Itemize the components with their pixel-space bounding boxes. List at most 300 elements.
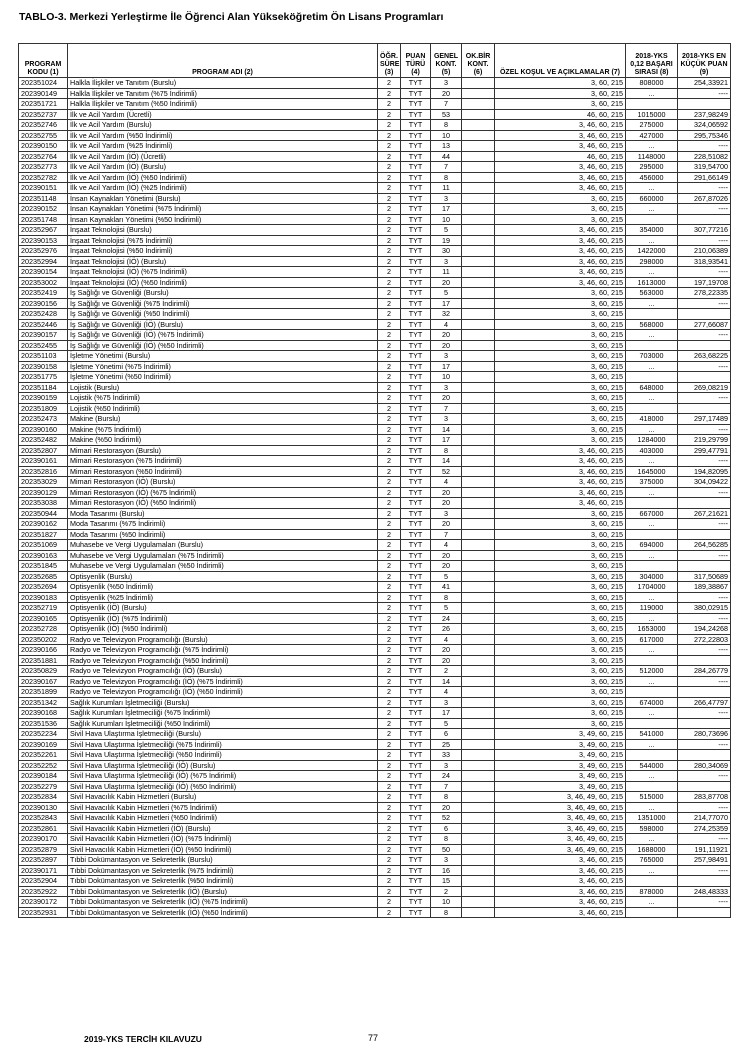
cell-success-rank: 418000 [626,414,678,425]
cell-top-student-quota [462,393,495,404]
cell-success-rank: 119000 [626,603,678,614]
table-row [19,267,731,278]
cell-score-type: TYT [401,687,431,698]
cell-top-student-quota [462,813,495,824]
cell-general-quota: 20 [431,645,462,656]
table-row [19,403,731,414]
cell-program-code: 202351024 [19,78,68,89]
cell-general-quota: 20 [431,340,462,351]
cell-general-quota: 8 [431,834,462,845]
cell-program-code: 202351899 [19,687,68,698]
cell-program-code: 202352967 [19,225,68,236]
cell-top-student-quota [462,403,495,414]
cell-program-name: Tıbbi Dokümantasyon ve Sekreterlik (İÖ) (Burslu) [68,886,378,897]
cell-score-type: TYT [401,414,431,425]
cell-general-quota: 30 [431,246,462,257]
cell-general-quota: 10 [431,130,462,141]
cell-general-quota: 20 [431,519,462,530]
cell-min-score: 266,47797 [678,697,731,708]
table-row [19,718,731,729]
cell-duration: 2 [378,477,401,488]
cell-program-name: Halkla İlişkiler ve Tanıtım (%75 İndirimli) [68,88,378,99]
cell-score-type: TYT [401,193,431,204]
cell-duration: 2 [378,498,401,509]
cell-top-student-quota [462,88,495,99]
cell-success-rank: 667000 [626,508,678,519]
cell-special-conditions: 3, 60, 215 [495,666,626,677]
cell-program-code: 202351748 [19,214,68,225]
cell-duration: 2 [378,256,401,267]
cell-program-name: Muhasebe ve Vergi Uygulamaları (%50 İndirimli) [68,561,378,572]
cell-score-type: TYT [401,288,431,299]
cell-program-code: 202351103 [19,351,68,362]
cell-program-name: Mimari Restorasyon (%75 İndirimli) [68,456,378,467]
cell-general-quota: 24 [431,771,462,782]
table-row [19,781,731,792]
cell-special-conditions: 3, 46, 60, 215 [495,235,626,246]
cell-general-quota: 52 [431,813,462,824]
table-row [19,771,731,782]
cell-score-type: TYT [401,739,431,750]
cell-top-student-quota [462,309,495,320]
cell-min-score: 191,11921 [678,844,731,855]
table-row [19,613,731,624]
cell-top-student-quota [462,687,495,698]
cell-program-name: Optisyenlik (%50 İndirimli) [68,582,378,593]
page-number: 77 [368,1033,379,1043]
cell-special-conditions: 3, 46, 60, 215 [495,865,626,876]
cell-score-type: TYT [401,214,431,225]
cell-top-student-quota [462,886,495,897]
cell-program-code: 202351342 [19,697,68,708]
cell-top-student-quota [462,655,495,666]
cell-score-type: TYT [401,876,431,887]
cell-top-student-quota [462,792,495,803]
cell-program-name: Radyo ve Televizyon Programcılığı (%75 İndirimli) [68,645,378,656]
table-row [19,508,731,519]
cell-special-conditions: 3, 60, 215 [495,361,626,372]
cell-special-conditions: 3, 46, 60, 215 [495,907,626,918]
cell-success-rank: ... [626,141,678,152]
cell-score-type: TYT [401,634,431,645]
cell-score-type: TYT [401,550,431,561]
cell-min-score: 267,87026 [678,193,731,204]
cell-min-score: 319,54700 [678,162,731,173]
cell-general-quota: 5 [431,718,462,729]
cell-program-name: Sağlık Kurumları İşletmeciliği (Burslu) [68,697,378,708]
cell-program-code: 202390162 [19,519,68,530]
cell-duration: 2 [378,151,401,162]
cell-general-quota: 8 [431,445,462,456]
cell-score-type: TYT [401,655,431,666]
header-duration: ÖĞR. SÜRE (3) [378,44,401,78]
cell-duration: 2 [378,550,401,561]
cell-general-quota: 14 [431,424,462,435]
cell-score-type: TYT [401,771,431,782]
cell-top-student-quota [462,697,495,708]
cell-program-code: 202352834 [19,792,68,803]
cell-general-quota: 8 [431,792,462,803]
cell-min-score: 318,93541 [678,256,731,267]
cell-success-rank: ... [626,592,678,603]
cell-top-student-quota [462,256,495,267]
cell-min-score: ---- [678,183,731,194]
cell-program-name: Tıbbi Dokümantasyon ve Sekreterlik (Burslu) [68,855,378,866]
cell-duration: 2 [378,330,401,341]
cell-program-code: 202352746 [19,120,68,131]
cell-min-score: 284,26779 [678,666,731,677]
cell-min-score: ---- [678,267,731,278]
cell-min-score: ---- [678,456,731,467]
cell-program-name: Radyo ve Televizyon Programcılığı (İÖ) (%50 İndirimli) [68,687,378,698]
cell-min-score: 254,33921 [678,78,731,89]
cell-success-rank: ... [626,676,678,687]
cell-program-code: 202390184 [19,771,68,782]
cell-duration: 2 [378,771,401,782]
cell-min-score: 264,56285 [678,540,731,551]
cell-program-code: 202352446 [19,319,68,330]
cell-success-rank: ... [626,739,678,750]
cell-duration: 2 [378,456,401,467]
cell-top-student-quota [462,571,495,582]
cell-program-code: 202352807 [19,445,68,456]
table-row [19,813,731,824]
cell-duration: 2 [378,907,401,918]
cell-special-conditions: 3, 60, 215 [495,99,626,110]
cell-top-student-quota [462,540,495,551]
cell-special-conditions: 3, 46, 60, 215 [495,246,626,257]
table-row [19,792,731,803]
cell-top-student-quota [462,382,495,393]
cell-success-rank: 1284000 [626,435,678,446]
cell-duration: 2 [378,246,401,257]
table-row [19,571,731,582]
table-row [19,529,731,540]
cell-top-student-quota [462,225,495,236]
cell-score-type: TYT [401,823,431,834]
cell-duration: 2 [378,834,401,845]
cell-special-conditions: 3, 60, 215 [495,655,626,666]
cell-top-student-quota [462,498,495,509]
cell-score-type: TYT [401,225,431,236]
cell-duration: 2 [378,508,401,519]
cell-program-name: İş Sağlığı ve Güvenliği (İÖ) (%50 İndirimli) [68,340,378,351]
cell-top-student-quota [462,319,495,330]
cell-top-student-quota [462,330,495,341]
cell-min-score: ---- [678,519,731,530]
cell-min-score: ---- [678,592,731,603]
cell-min-score: 291,66149 [678,172,731,183]
cell-program-name: İnşaat Teknolojisi (İÖ) (%50 İndirimli) [68,277,378,288]
cell-program-code: 202390166 [19,645,68,656]
cell-program-code: 202350829 [19,666,68,677]
table-row [19,372,731,383]
cell-program-code: 202390154 [19,267,68,278]
cell-success-rank [626,907,678,918]
cell-min-score: 237,98249 [678,109,731,120]
cell-special-conditions: 3, 46, 60, 215 [495,487,626,498]
cell-duration: 2 [378,298,401,309]
cell-program-name: Sivil Havacılık Kabin Hizmetleri (İÖ) (Burslu) [68,823,378,834]
cell-score-type: TYT [401,781,431,792]
cell-duration: 2 [378,277,401,288]
cell-special-conditions: 3, 46, 60, 215 [495,477,626,488]
cell-general-quota: 7 [431,403,462,414]
cell-duration: 2 [378,99,401,110]
cell-program-name: Mimari Restorasyon (İÖ) (%50 İndirimli) [68,498,378,509]
cell-general-quota: 4 [431,540,462,551]
cell-min-score: 304,09422 [678,477,731,488]
cell-duration: 2 [378,403,401,414]
cell-special-conditions: 3, 60, 215 [495,676,626,687]
cell-program-name: Tıbbi Dokümantasyon ve Sekreterlik (İÖ) (%50 İndirimli) [68,907,378,918]
cell-special-conditions: 3, 60, 215 [495,550,626,561]
cell-score-type: TYT [401,813,431,824]
cell-general-quota: 17 [431,204,462,215]
cell-general-quota: 3 [431,351,462,362]
cell-general-quota: 32 [431,309,462,320]
cell-general-quota: 11 [431,183,462,194]
cell-program-name: Muhasebe ve Vergi Uygulamaları (%75 İndirimli) [68,550,378,561]
cell-program-code: 202351184 [19,382,68,393]
cell-top-student-quota [462,613,495,624]
cell-min-score: ---- [678,424,731,435]
table-row [19,582,731,593]
cell-success-rank: 1613000 [626,277,678,288]
cell-general-quota: 7 [431,99,462,110]
cell-min-score: 272,22803 [678,634,731,645]
cell-duration: 2 [378,193,401,204]
cell-program-name: Sivil Havacılık Kabin Hizmetleri (Burslu) [68,792,378,803]
cell-success-rank: 275000 [626,120,678,131]
cell-program-code: 202352694 [19,582,68,593]
cell-special-conditions: 3, 49, 60, 215 [495,781,626,792]
cell-success-rank [626,403,678,414]
cell-top-student-quota [462,582,495,593]
cell-success-rank: ... [626,424,678,435]
cell-score-type: TYT [401,235,431,246]
cell-min-score [678,99,731,110]
cell-duration: 2 [378,750,401,761]
table-row [19,172,731,183]
cell-special-conditions: 3, 60, 215 [495,718,626,729]
cell-score-type: TYT [401,361,431,372]
cell-success-rank [626,655,678,666]
cell-success-rank: 648000 [626,382,678,393]
cell-duration: 2 [378,582,401,593]
cell-program-name: Muhasebe ve Vergi Uygulamaları (Burslu) [68,540,378,551]
cell-success-rank [626,498,678,509]
cell-success-rank: 512000 [626,666,678,677]
table-row [19,466,731,477]
cell-special-conditions: 3, 60, 215 [495,645,626,656]
cell-top-student-quota [462,739,495,750]
cell-success-rank: 694000 [626,540,678,551]
table-row [19,603,731,614]
cell-success-rank: ... [626,708,678,719]
cell-program-name: İnşaat Teknolojisi (%50 İndirimli) [68,246,378,257]
cell-top-student-quota [462,834,495,845]
cell-min-score: ---- [678,834,731,845]
cell-score-type: TYT [401,267,431,278]
cell-general-quota: 5 [431,288,462,299]
cell-score-type: TYT [401,571,431,582]
cell-program-name: Lojistik (Burslu) [68,382,378,393]
cell-success-rank [626,340,678,351]
cell-score-type: TYT [401,519,431,530]
cell-min-score: ---- [678,330,731,341]
cell-score-type: TYT [401,718,431,729]
cell-top-student-quota [462,193,495,204]
cell-general-quota: 8 [431,907,462,918]
cell-score-type: TYT [401,802,431,813]
cell-score-type: TYT [401,561,431,572]
cell-score-type: TYT [401,88,431,99]
cell-program-code: 202390156 [19,298,68,309]
cell-general-quota: 53 [431,109,462,120]
table-row [19,855,731,866]
cell-program-code: 202352252 [19,760,68,771]
cell-program-code: 202352685 [19,571,68,582]
table-row [19,183,731,194]
cell-program-name: Lojistik (%50 İndirimli) [68,403,378,414]
table-row [19,130,731,141]
table-row [19,319,731,330]
cell-top-student-quota [462,351,495,362]
cell-score-type: TYT [401,508,431,519]
cell-general-quota: 20 [431,393,462,404]
cell-duration: 2 [378,813,401,824]
cell-min-score: ---- [678,550,731,561]
table-row [19,760,731,771]
cell-program-code: 202390150 [19,141,68,152]
cell-score-type: TYT [401,435,431,446]
cell-program-name: İnşaat Teknolojisi (Burslu) [68,225,378,236]
cell-program-code: 202351845 [19,561,68,572]
program-table [18,43,731,918]
table-row [19,750,731,761]
cell-special-conditions: 3, 46, 60, 215 [495,886,626,897]
cell-min-score [678,718,731,729]
cell-top-student-quota [462,550,495,561]
cell-score-type: TYT [401,445,431,456]
cell-general-quota: 4 [431,477,462,488]
cell-special-conditions: 3, 60, 215 [495,613,626,624]
cell-success-rank [626,687,678,698]
cell-special-conditions: 3, 60, 215 [495,414,626,425]
cell-success-rank: 1653000 [626,624,678,635]
cell-top-student-quota [462,288,495,299]
cell-special-conditions: 3, 49, 60, 215 [495,739,626,750]
cell-score-type: TYT [401,141,431,152]
cell-general-quota: 15 [431,876,462,887]
cell-min-score [678,372,731,383]
cell-top-student-quota [462,624,495,635]
cell-success-rank: 1148000 [626,151,678,162]
cell-program-code: 202350202 [19,634,68,645]
cell-general-quota: 20 [431,330,462,341]
cell-program-name: İnsan Kaynakları Yönetimi (%50 İndirimli) [68,214,378,225]
cell-program-code: 202352234 [19,729,68,740]
cell-program-name: Radyo ve Televizyon Programcılığı (İÖ) (%75 İndirimli) [68,676,378,687]
cell-general-quota: 4 [431,634,462,645]
cell-top-student-quota [462,760,495,771]
cell-top-student-quota [462,844,495,855]
cell-program-code: 202351809 [19,403,68,414]
cell-top-student-quota [462,340,495,351]
cell-duration: 2 [378,729,401,740]
cell-top-student-quota [462,823,495,834]
table-row [19,109,731,120]
cell-general-quota: 17 [431,435,462,446]
cell-program-name: Halkla İlişkiler ve Tanıtım (Burslu) [68,78,378,89]
cell-min-score: ---- [678,487,731,498]
cell-special-conditions: 3, 46, 60, 215 [495,498,626,509]
cell-success-rank: 765000 [626,855,678,866]
cell-success-rank: ... [626,613,678,624]
cell-general-quota: 3 [431,414,462,425]
cell-score-type: TYT [401,697,431,708]
cell-success-rank: 1422000 [626,246,678,257]
cell-success-rank: 617000 [626,634,678,645]
cell-program-code: 202352261 [19,750,68,761]
cell-general-quota: 3 [431,697,462,708]
cell-program-code: 202350944 [19,508,68,519]
cell-top-student-quota [462,729,495,740]
cell-duration: 2 [378,445,401,456]
cell-top-student-quota [462,109,495,120]
table-row [19,88,731,99]
cell-special-conditions: 3, 46, 60, 215 [495,256,626,267]
cell-top-student-quota [462,466,495,477]
cell-program-name: Halkla İlişkiler ve Tanıtım (%50 İndirimli) [68,99,378,110]
cell-duration: 2 [378,760,401,771]
cell-success-rank: ... [626,456,678,467]
table-row [19,99,731,110]
cell-program-code: 202352897 [19,855,68,866]
cell-duration: 2 [378,823,401,834]
cell-general-quota: 3 [431,193,462,204]
cell-top-student-quota [462,907,495,918]
cell-duration: 2 [378,141,401,152]
cell-special-conditions: 3, 46, 60, 215 [495,466,626,477]
cell-general-quota: 14 [431,676,462,687]
cell-min-score: 307,77216 [678,225,731,236]
cell-general-quota: 4 [431,319,462,330]
cell-program-code: 202352816 [19,466,68,477]
table-row [19,477,731,488]
cell-duration: 2 [378,739,401,750]
cell-duration: 2 [378,372,401,383]
cell-min-score: ---- [678,613,731,624]
cell-success-rank: ... [626,519,678,530]
cell-program-code: 202390172 [19,897,68,908]
table-row [19,697,731,708]
cell-program-name: İş Sağlığı ve Güvenliği (%50 İndirimli) [68,309,378,320]
cell-score-type: TYT [401,456,431,467]
cell-duration: 2 [378,876,401,887]
cell-success-rank: 403000 [626,445,678,456]
cell-duration: 2 [378,645,401,656]
cell-min-score: 267,21621 [678,508,731,519]
cell-general-quota: 13 [431,141,462,152]
cell-program-name: Optisyenlik (Burslu) [68,571,378,582]
cell-top-student-quota [462,477,495,488]
cell-program-code: 202352755 [19,130,68,141]
cell-top-student-quota [462,750,495,761]
cell-duration: 2 [378,162,401,173]
cell-general-quota: 44 [431,151,462,162]
